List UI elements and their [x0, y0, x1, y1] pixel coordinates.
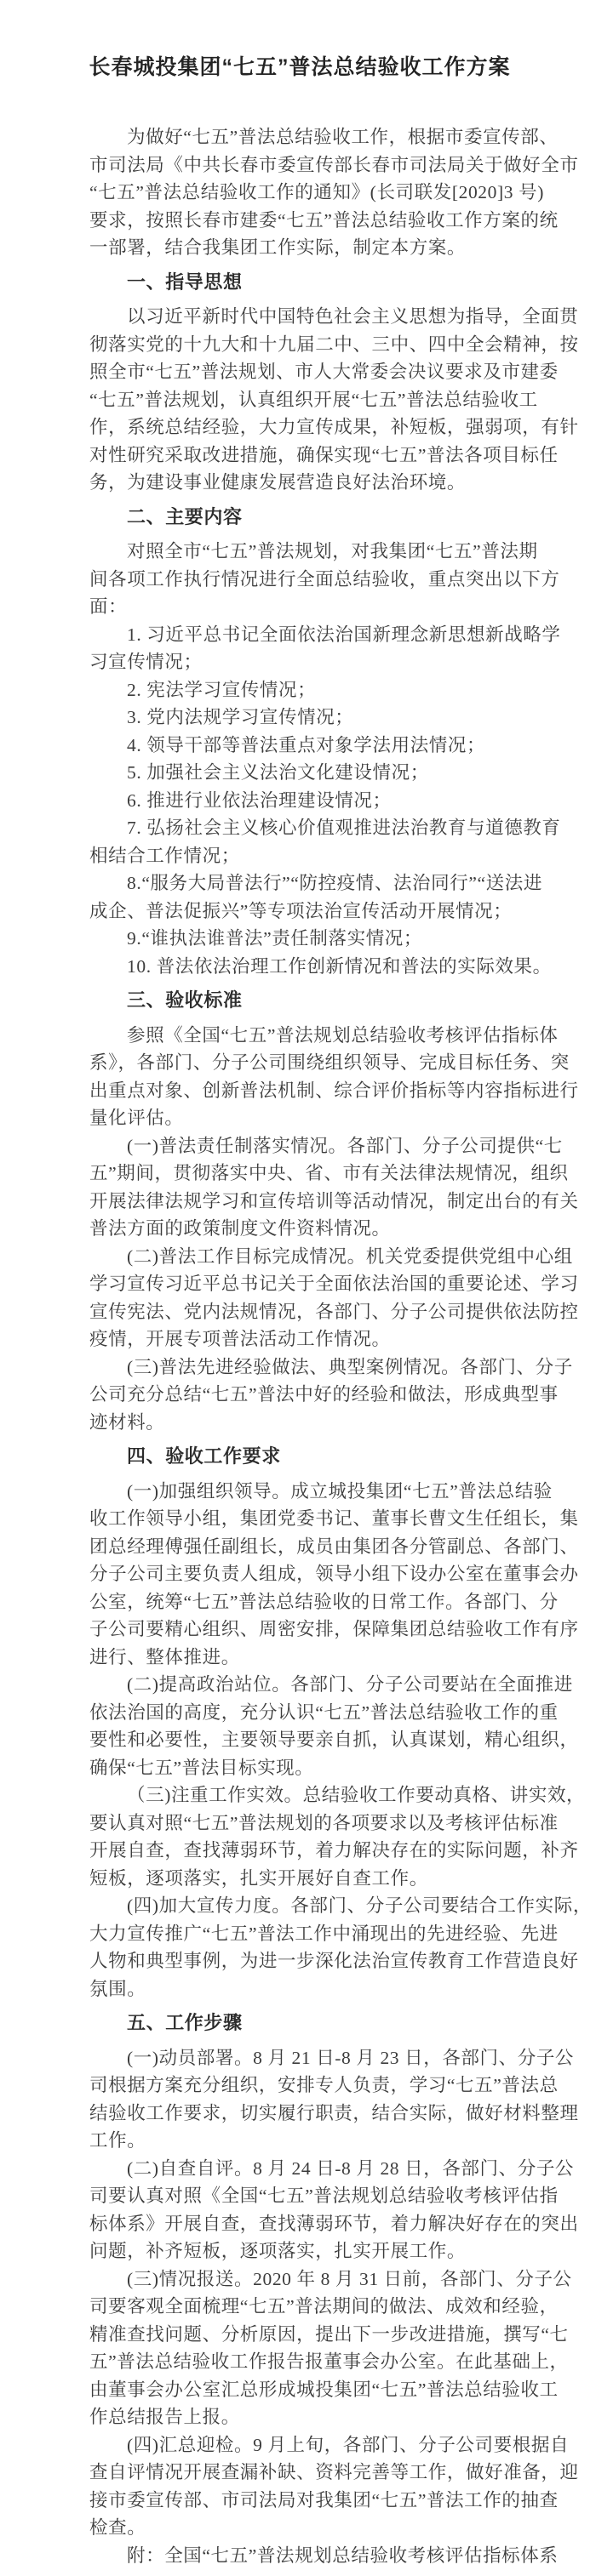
text-line: 司根据方案充分组织，安排专人负责，学习“七五”普法总 [89, 2075, 559, 2096]
text-line: 氛围。 [89, 1978, 146, 1999]
text-line: 迹材料。 [89, 1411, 165, 1433]
text-line: 量化评估。 [89, 1108, 184, 1129]
text-line: 8.“服务大局普法行”“防控疫情、法治同行”“送法进 [127, 873, 542, 894]
text-line: 工作。 [89, 2130, 146, 2151]
section-heading: 二、主要内容 [127, 505, 243, 527]
text-line: 标体系》开展自查，查找薄弱环节，着力解决好存在的突出 [89, 2213, 579, 2234]
text-line: 精准查找问题、分析原因，提出下一步改进措施，撰写“七 [89, 2323, 569, 2345]
text-line: (一)加强组织领导。成立城投集团“七五”普法总结验 [127, 1480, 553, 1502]
text-line: 4. 领导干部等普法重点对象学法用法情况； [127, 734, 486, 755]
text-line: 进行、整体推进。 [89, 1646, 240, 1667]
text-line: 作，系统总结经验，大力宣传成果，补短板，强弱项，有针 [89, 417, 579, 438]
text-line: 10. 普法依法治理工作创新情况和普法的实际效果。 [127, 955, 552, 977]
section-heading: 一、指导思想 [127, 271, 243, 293]
document-body [89, 123, 592, 2569]
text-line: 对性研究采取改进措施，确保实现“七五”普法各项目标任 [89, 444, 559, 465]
text-line: 开展自查，查找薄弱环节，着力解决存在的实际问题，补齐 [89, 1840, 579, 1861]
text-line: 务，为建设事业健康发展营造良好法治环境。 [89, 472, 467, 493]
text-line: (二)自查自评。8 月 24 日-8 月 28 日，各部门、分子公 [127, 2157, 575, 2179]
text-line: 彻落实党的十九大和十九届二中、三中、四中全会精神，按 [89, 333, 579, 355]
text-line: 要认真对照“七五”普法规划的各项要求以及考核评估标准 [89, 1812, 559, 1833]
text-line: 为做好“七五”普法总结验收工作，根据市委宣传部、 [127, 127, 559, 148]
document-title: 长春城投集团“七五”普法总结验收工作方案 [89, 55, 511, 79]
text-line: 宣传宪法、党内法规情况，各部门、分子公司提供依法防控 [89, 1301, 579, 1322]
text-line: (三)情况报送。2020 年 8 月 31 日前，各部门、分子公 [127, 2268, 572, 2289]
text-line: 由董事会办公室汇总形成城投集团“七五”普法总结验收工 [89, 2379, 559, 2400]
text-line: 检查。 [89, 2517, 146, 2539]
text-line: 成企、普法促振兴”等专项法治宣传活动开展情况； [89, 900, 513, 921]
text-line: 五”期间，贯彻落实中央、省、市有关法律法规情况，组织 [89, 1163, 569, 1184]
text-line: 面： [89, 596, 128, 618]
text-line: 司要客观全面梳理“七五”普法期间的做法、成效和经验， [89, 2296, 559, 2317]
text-line: 人物和典型事例，为进一步深化法治宣传教育工作营造良好 [89, 1951, 579, 1972]
text-line: 对照全市“七五”普法规划，对我集团“七五”普法期 [127, 541, 538, 562]
text-line: 司要认真对照《全国“七五”普法规划总结验收考核评估指 [89, 2186, 559, 2207]
text-line: (二)提高政治站位。各部门、分子公司要站在全面推进 [127, 1674, 573, 1695]
text-line: 以习近平新时代中国特色社会主义思想为指导，全面贯 [127, 306, 579, 328]
text-line: 查自评情况开展查漏补缺、资料完善等工作，做好准备，迎 [89, 2462, 579, 2483]
text-line: 团总经理傅强任副组长，成员由集团各分管副总、各部门、 [89, 1536, 579, 1557]
text-line: 公司充分总结“七五”普法中好的经验和做法，形成典型事 [89, 1384, 559, 1405]
text-line: 问题，补齐短板，逐项落实，扎实开展工作。 [89, 2241, 467, 2262]
text-line: 2. 宪法学习宣传情况； [127, 679, 317, 700]
text-line: 出重点对象、创新普法机制、综合评价指标等内容指标进行 [89, 1080, 579, 1101]
text-line: (一)普法责任制落实情况。各部门、分子公司提供“七 [127, 1135, 563, 1156]
text-line: 市司法局《中共长春市委宣传部长春市司法局关于做好全市 [89, 154, 579, 175]
text-line: (二)普法工作目标完成情况。机关党委提供党组中心组 [127, 1245, 573, 1267]
text-line: (四)加大宣传力度。各部门、分子公司要结合工作实际， [127, 1895, 592, 1917]
section-heading: 四、验收工作要求 [127, 1445, 281, 1468]
text-line: 5. 加强社会主义法治文化建设情况； [127, 762, 429, 784]
text-line: (一)动员部署。8 月 21 日-8 月 23 日，各部门、分子公 [127, 2047, 575, 2068]
text-line: 7. 弘扬社会主义核心价值观推进法治教育与道德教育 [127, 818, 561, 839]
text-line: 疫情，开展专项普法活动工作情况。 [89, 1329, 391, 1350]
section-heading: 五、工作步骤 [127, 2012, 243, 2034]
text-line: 分子公司主要负责人组成，领导小组下设办公室在董事会办 [89, 1564, 579, 1585]
text-line: 参照《全国“七五”普法规划总结验收考核评估指标体 [127, 1024, 559, 1046]
text-line: 一部署，结合我集团工作实际，制定本方案。 [89, 237, 467, 259]
text-line: 收工作领导小组，集团党委书记、董事长曹文生任组长，集 [89, 1508, 579, 1530]
text-line: 照全市“七五”普法规划、市人大常委会决议要求及市建委 [89, 362, 559, 383]
text-line: 子公司要精心组织、周密安排，保障集团总结验收工作有序 [89, 1619, 579, 1640]
text-line: 习宣传情况； [89, 652, 203, 673]
text-line: 要性和必要性，主要领导要亲自抓，认真谋划，精心组织， [89, 1730, 579, 1751]
text-line: 系》，各部门、分子公司围绕组织领导、完成目标任务、突 [89, 1052, 570, 1074]
text-line: 附：全国“七五”普法规划总结验收考核评估指标体系 [127, 2545, 559, 2566]
text-line: 间各项工作执行情况进行全面总结验收，重点突出以下方 [89, 568, 560, 590]
text-line: 6. 推进行业依法治理建设情况； [127, 789, 392, 811]
text-line: 相结合工作情况； [89, 845, 240, 866]
text-line: 大力宣传推广“七五”普法工作中涌现出的先进经验、先进 [89, 1923, 559, 1944]
text-line: (三)普法先进经验做法、典型案例情况。各部门、分子 [127, 1356, 573, 1377]
text-line: 要求，按照长春市建委“七五”普法总结验收工作方案的统 [89, 209, 559, 231]
section-heading: 三、验收标准 [127, 989, 243, 1012]
text-line: 1. 习近平总书记全面依法治国新理念新思想新战略学 [127, 624, 561, 645]
text-line: 短板，逐项落实，扎实开展好自查工作。 [89, 1867, 428, 1889]
text-line: (四)汇总迎检。9 月上旬，各部门、分子公司要根据自 [127, 2434, 570, 2455]
text-line: （三)注重工作实效。总结验收工作要动真格、讲实效， [127, 1785, 586, 1806]
text-line: 结验收工作要求，切实履行职责，结合实际，做好材料整理 [89, 2102, 579, 2123]
text-line: 作总结报告上报。 [89, 2407, 240, 2428]
text-line: 公室，统筹“七五”普法总结验收的日常工作。各部门、分 [89, 1591, 559, 1612]
text-line: 五”普法总结验收工作报告报董事会办公室。在此基础上， [89, 2351, 569, 2373]
text-line: 普法方面的政策制度文件资料情况。 [89, 1218, 391, 1240]
text-line: 接市委宣传部、市司法局对我集团“七五”普法工作的抽查 [89, 2489, 559, 2510]
text-line: 9.“谁执法谁普法”责任制落实情况； [127, 928, 423, 949]
text-line: “七五”普法总结验收工作的通知》(长司联发[2020]3 号) [89, 182, 544, 203]
text-line: 学习宣传习近平总书记关于全面依法治国的重要论述、学习 [89, 1274, 579, 1295]
text-line: “七五”普法规划，认真组织开展“七五”普法总结验收工 [89, 389, 538, 410]
text-line: 确保“七五”普法目标实现。 [89, 1757, 314, 1778]
text-line: 3. 党内法规学习宣传情况； [127, 707, 354, 728]
text-line: 开展法律法规学习和宣传培训等活动情况，制定出台的有关 [89, 1190, 579, 1211]
text-line: 依法治国的高度，充分认识“七五”普法总结验收工作的重 [89, 1701, 559, 1723]
